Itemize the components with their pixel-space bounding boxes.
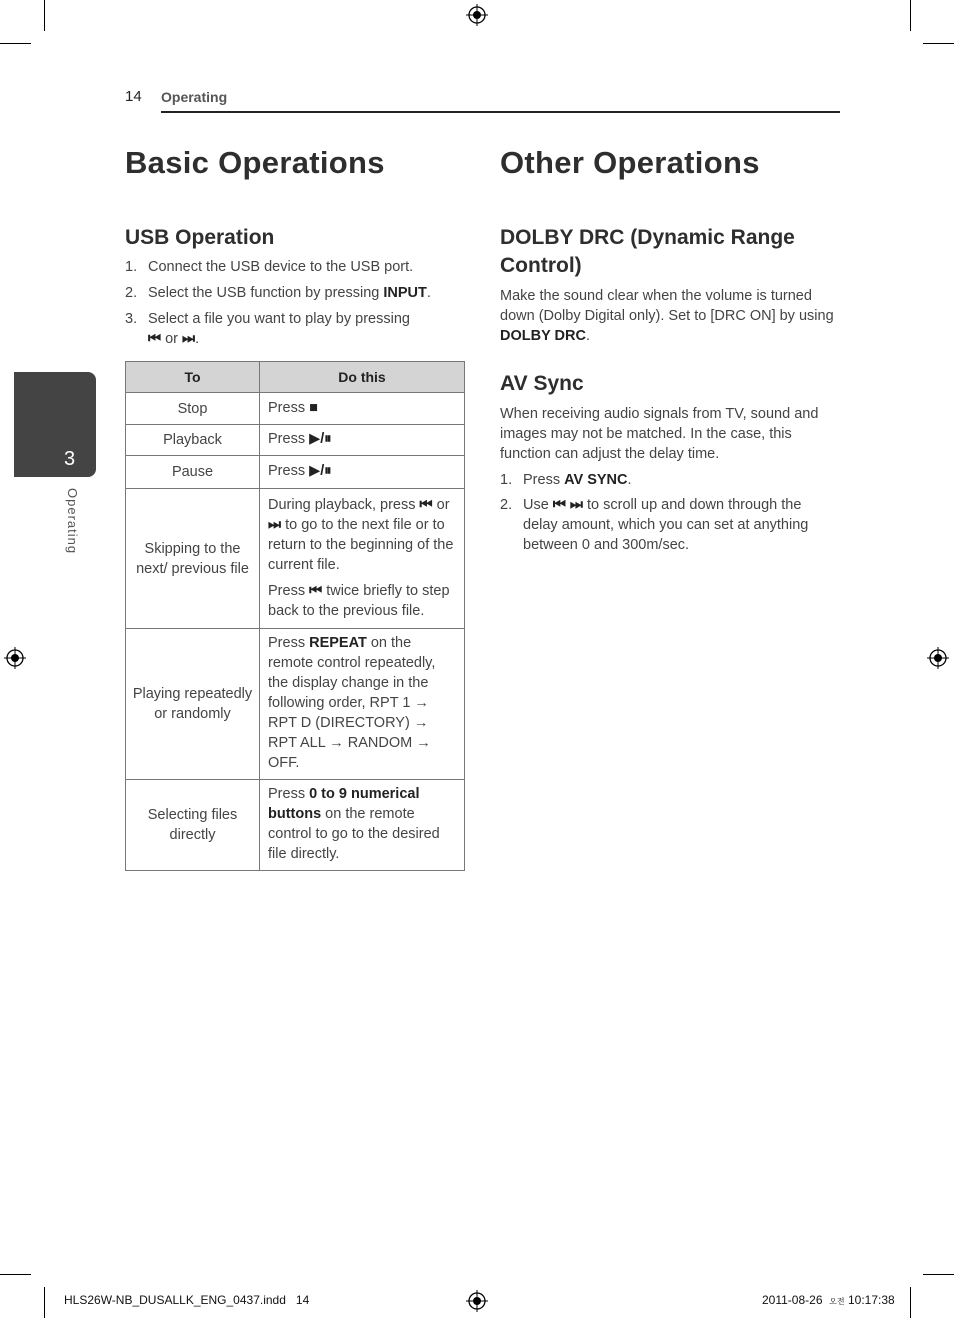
table-cell-to: Stop [126, 393, 260, 425]
table-row [126, 629, 465, 780]
crop-mark [923, 1274, 954, 1275]
basic-operations-title: Basic Operations [125, 145, 385, 180]
crop-mark [0, 1274, 31, 1275]
skip-previous-icon: ⏮ [419, 496, 433, 513]
chapter-tab [14, 372, 96, 477]
chapter-label: Operating [65, 488, 80, 555]
section-title: Operating [161, 89, 228, 105]
table-row [126, 780, 465, 871]
footer-filename: HLS26W-NB_DUSALLK_ENG_0437.indd 14 [64, 1293, 310, 1307]
skip-previous-icon: ⏮ [552, 497, 566, 513]
operations-table [125, 361, 465, 871]
registration-mark-icon [466, 1290, 488, 1312]
chapter-number: 3 [64, 448, 76, 470]
table-row [126, 489, 465, 629]
usb-operation-heading: USB Operation [125, 226, 275, 249]
column-header-to: To [126, 362, 260, 393]
table-cell-do: During playback, press ⏮ or ⏭ to go to the next file or to return to the beginning of the current file. Press ⏮ twice briefly to step back to the previous file. [260, 489, 465, 629]
footer-timestamp: 2011-08-26 오전 10:17:38 [762, 1293, 895, 1307]
av-sync-heading: AV Sync [500, 372, 584, 395]
registration-mark-icon [927, 647, 949, 669]
crop-mark [0, 43, 31, 44]
crop-mark [923, 43, 954, 44]
skip-previous-icon: ⏮ [309, 582, 323, 599]
table-cell-do: Press ▶/⏸ [260, 456, 465, 489]
av-sync-steps: 1. Press AV SYNC. 2. Use ⏮ ⏭ to scroll up and down through the delay amount, which you can set at anything between 0 and 300m/sec. [500, 472, 809, 553]
play-pause-icon: ▶/⏸ [309, 463, 332, 479]
skip-next-icon: ⏭ [182, 331, 196, 347]
column-header-do-this: Do this [260, 362, 465, 393]
table-cell-do: Press REPEAT on the remote control repeatedly, the display change in the following order, RPT 1 → RPT D (DIRECTORY) → RPT ALL → RANDOM → OFF. [260, 629, 465, 780]
table-cell-do: Press ▶/⏸ [260, 425, 465, 456]
table-cell-to: Pause [126, 456, 260, 489]
registration-mark-icon [4, 647, 26, 669]
table-row [126, 425, 465, 456]
skip-next-icon: ⏭ [268, 516, 282, 533]
table-cell-to: Playback [126, 425, 260, 456]
table-cell-do: Press 0 to 9 numerical buttons on the remote control to go to the desired file directly. [260, 780, 465, 871]
table-header-row [126, 362, 465, 393]
crop-mark [44, 0, 45, 31]
header-rule [161, 111, 840, 113]
table-row [126, 393, 465, 425]
other-operations-title: Other Operations [500, 145, 760, 180]
table-cell-to: Playing repeatedly or randomly [126, 629, 260, 780]
crop-mark [910, 1287, 911, 1318]
play-pause-icon: ▶/⏸ [309, 431, 332, 447]
stop-icon: ■ [309, 399, 318, 416]
page-number: 14 [125, 88, 142, 105]
crop-mark [910, 0, 911, 31]
skip-previous-icon: ⏮ [148, 331, 162, 347]
skip-next-icon: ⏭ [569, 497, 583, 513]
registration-mark-icon [466, 4, 488, 26]
table-cell-to: Skipping to the next/ previous file [126, 489, 260, 629]
table-row [126, 456, 465, 489]
dolby-drc-heading: DOLBY DRC (Dynamic Range Control) [500, 226, 795, 277]
av-sync-description: When receiving audio signals from TV, sound and images may not be matched. In the case, this function can adjust the delay time. [500, 406, 819, 462]
usb-steps: 1. Connect the USB device to the USB port. 2. Select the USB function by pressing INPUT. 3. Select a file you want to play by pressing ⏮ or ⏭. [125, 259, 431, 347]
crop-mark [44, 1287, 45, 1318]
table-cell-do: Press ■ [260, 393, 465, 425]
table-cell-to: Selecting files directly [126, 780, 260, 871]
dolby-drc-description: Make the sound clear when the volume is turned down (Dolby Digital only). Set to [DRC ON] by using DOLBY DRC. [500, 288, 834, 344]
